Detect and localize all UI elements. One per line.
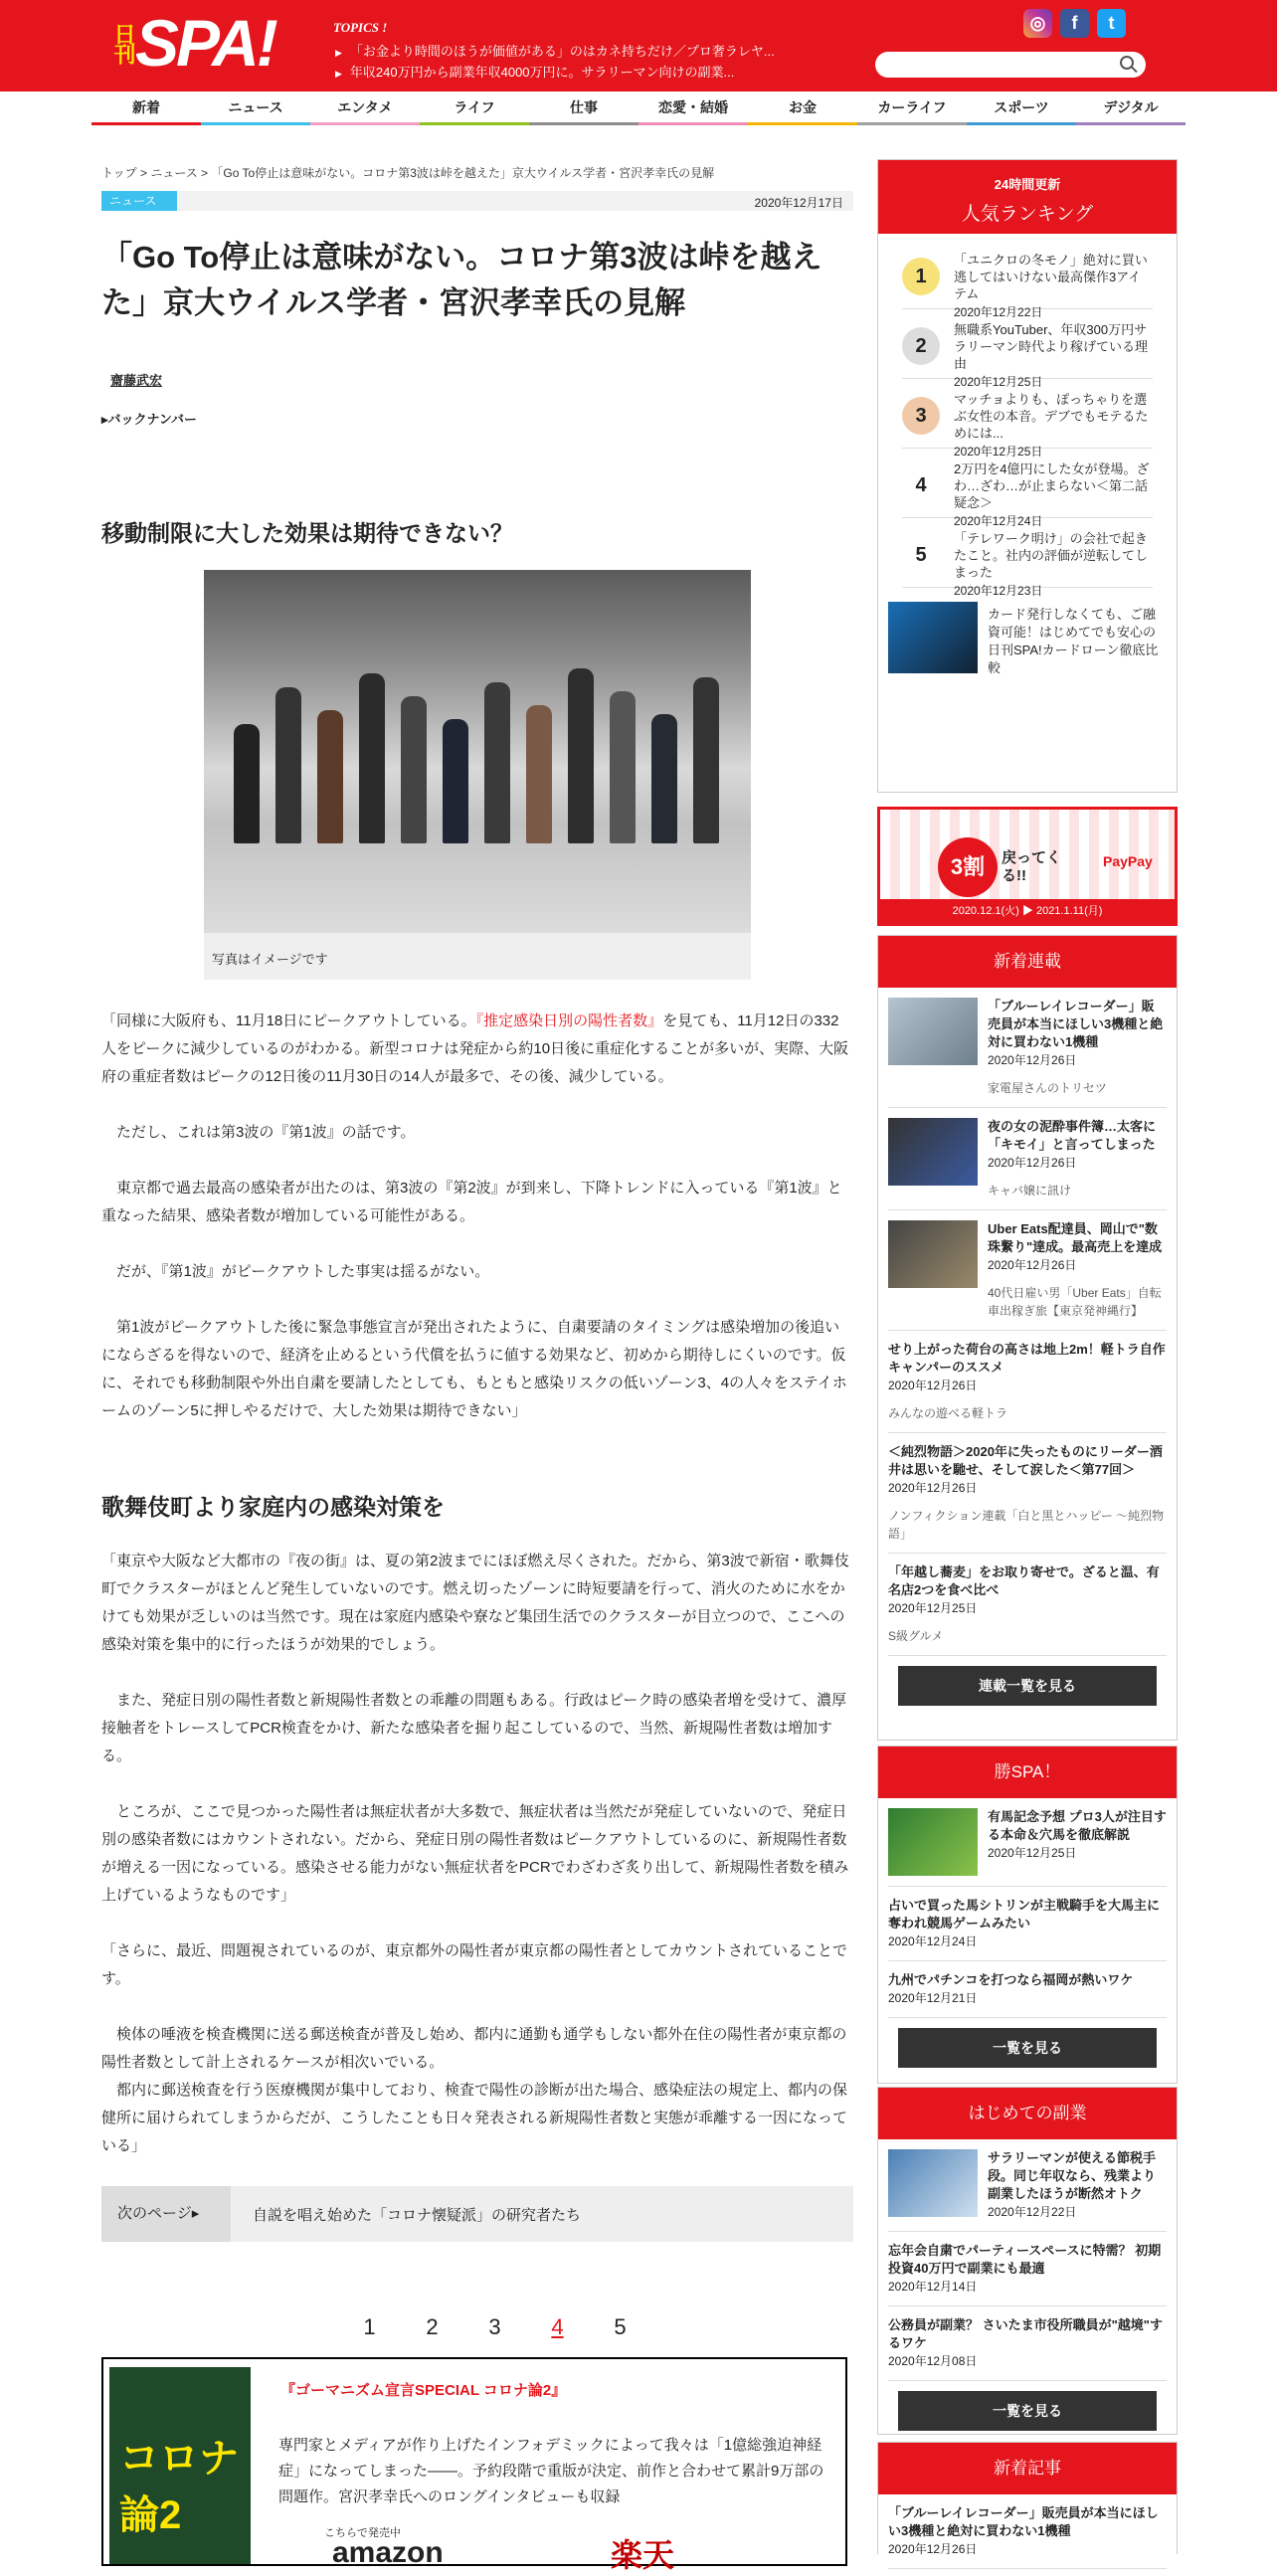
article-thumbnail (888, 1220, 978, 1288)
article-title: 有馬記念予想 プロ3人が注目する本命＆穴馬を徹底解説 (988, 1809, 1167, 1842)
site-header (0, 0, 1277, 92)
ranking-title: 人気ランキング (961, 204, 1094, 225)
nav-item[interactable]: ライフ (420, 92, 529, 123)
article-date: 2020年12月26日 (888, 1481, 978, 1495)
section-heading: 歌舞伎町より家庭内の感染対策を (101, 1494, 445, 1520)
article-title: サラリーマンが使える節税手段。同じ年収なら、残業より副業したほうが断然オトク (988, 2150, 1157, 2201)
nav-item[interactable]: 恋愛・結婚 (638, 92, 748, 123)
ranking-title: 2万円を4億円にした女が登場。ざわ…ざわ…が止まらない＜第二話疑念＞ 2020年12月24日 (954, 460, 1153, 530)
article-date: 2020年12月26日 (988, 1156, 1077, 1170)
ranking-item[interactable] (902, 518, 1153, 598)
photo-image (204, 570, 751, 933)
site-logo[interactable] (109, 6, 275, 80)
photo-figure (275, 687, 301, 843)
instagram-icon[interactable]: ◎ (1023, 9, 1052, 38)
article-text (988, 1808, 1167, 1876)
series-name[interactable]: 家電屋さんのトリセツ (988, 1081, 1107, 1095)
paragraph: 東京都で過去最高の感染者が出たのは、第3波の『第2波』が到来し、下降トレンドに入っている『第1波』と重なった結果、感染者数が増加している可能性がある。 (101, 1180, 842, 1224)
article-text (988, 1118, 1167, 1199)
topic-link[interactable]: ▶ 「お金より時間のほうが価値がある」のはカネ持ちだけ／プロ奢ラレヤ... (333, 42, 775, 63)
paypay-ad[interactable] (877, 807, 1178, 926)
article-date: 2020年12月26日 (988, 1258, 1077, 1272)
nav-item[interactable]: お金 (748, 92, 857, 123)
author-link[interactable]: 齋藤武宏 (110, 373, 163, 388)
backnumber-link[interactable]: ▸バックナンバー (101, 412, 197, 427)
paragraph: ただし、これは第3波の『第1波』の話です。 (101, 1124, 416, 1141)
photo-figure (401, 696, 427, 843)
photo-figure (317, 710, 343, 843)
nav-item[interactable]: スポーツ (967, 92, 1076, 123)
article-title: Uber Eats配達員、岡山で"数珠繋り"達成。最高売上を達成 (988, 1221, 1163, 1254)
page-link[interactable]: 2 (426, 2314, 439, 2339)
photo-figure (484, 682, 510, 843)
katsu-title: 勝SPA！ (878, 1747, 1177, 1798)
photo-figure (234, 724, 260, 843)
fukugyo-title: はじめての副業 (878, 2088, 1177, 2139)
photo-figure (568, 668, 594, 843)
paragraph: 「さらに、最近、問題視されているのが、東京都外の陽性者が東京都の陽性者としてカウントされていることです。 (101, 1942, 848, 1987)
search-input[interactable] (875, 52, 1146, 78)
ad-text: 戻ってくる!! (1002, 849, 1062, 884)
category-badge[interactable]: ニュース (101, 191, 177, 211)
social-links (1023, 9, 1126, 38)
ranking-title: 「ユニクロの冬モノ」絶対に買い逃してはいけない最高傑作3アイテム 2020年12月22日 (954, 252, 1153, 321)
ranking-title: 無職系YouTuber、年収300万円サラリーマン時代より稼げている理由 2020年12月25日 (954, 321, 1153, 391)
paragraph: 都内に郵送検査を行う医療機関が集中しており、検査で陽性の診断が出た場合、感染症法の規定上、都内の保健所に届けられてしまうからだが、こうしたことも日々発表される新規陽性者数と実態が乖離する一因になっている」 (101, 2082, 848, 2154)
sidebar-article[interactable] (888, 2139, 1167, 2232)
pagination (338, 2314, 651, 2340)
article-title: 「ブルーレイレコーダー」販売員が本当にほしい3機種と絶対に買わない1機種 (988, 999, 1164, 1049)
sidebar-article[interactable] (888, 2306, 1167, 2381)
paragraph: だが、『第1波』がピークアウトした事実は揺るがない。 (101, 1263, 490, 1280)
article-date: 2020年12月17日 (754, 196, 843, 210)
serial-panel (877, 935, 1178, 1741)
series-name[interactable]: ノンフィクション連載「白と黒とハッピー ～純烈物語」 (888, 1509, 1165, 1541)
ranking-sub: 24時間更新 (994, 177, 1061, 192)
article-thumbnail (888, 1118, 978, 1186)
ranking-date: 2020年12月25日 (954, 445, 1043, 459)
katsu-list-button[interactable]: 一覧を見る (898, 2028, 1157, 2068)
sales-label: こちらで発売中 (324, 2527, 401, 2539)
article-date: 2020年12月25日 (888, 1601, 978, 1615)
article-text (988, 2149, 1167, 2221)
ad-dates: 2020.12.1(火) ▶ 2021.1.11(月) (880, 899, 1175, 923)
book-title[interactable]: 『ゴーマニズム宣言SPECIAL コロナ論2』 (280, 2382, 567, 2399)
ranking-panel (877, 159, 1178, 793)
article-title: 夜の女の泥酔事件簿…太客に「キモイ」と言ってしまった (988, 1119, 1157, 1152)
section-heading: 移動制限に大した効果は期待できない？ (101, 520, 513, 546)
photo-figure (651, 714, 677, 843)
search-icon[interactable] (1120, 56, 1134, 70)
next-page-box[interactable] (101, 2186, 853, 2242)
ranking-item[interactable] (902, 240, 1153, 319)
article-text (888, 1564, 1167, 1645)
paragraph: 「同様に大阪府も、11月18日にピークアウトしている。『推定感染日別の陽性者数』を見ても、11月12日の332人をピークに減少しているのがわかる。新型コロナは発症から約10日後に重症化することが多いが、実際、大阪府の重症者数はピークの12日後の11月30日の14人が最多で、その後、減少している。 (101, 1012, 849, 1085)
series-name[interactable]: S級グルメ (888, 1629, 944, 1643)
ranking-date: 2020年12月24日 (954, 514, 1043, 528)
logo-spa: SPA! (135, 6, 275, 80)
topics-label: TOPICS ! (333, 20, 388, 35)
ranking-item[interactable] (902, 309, 1153, 389)
ranking-date: 2020年12月23日 (954, 584, 1043, 598)
rank-number: 1 (902, 258, 940, 295)
series-name[interactable]: 40代日雇い男「Uber Eats」自転車出稼ぎ旅【東京発神縄行】 (988, 1286, 1162, 1318)
sidebar-article[interactable] (888, 1798, 1167, 1887)
facebook-icon[interactable]: f (1060, 9, 1089, 38)
article-date: 2020年12月26日 (888, 2542, 978, 2556)
book-cover[interactable] (109, 2367, 251, 2564)
article-date: 2020年12月14日 (888, 2280, 978, 2294)
article-date: 2020年12月26日 (888, 1379, 978, 1392)
ranking-item[interactable] (902, 379, 1153, 459)
sidebar-article[interactable] (888, 1887, 1167, 1961)
article-date: 2020年12月26日 (988, 1053, 1077, 1067)
ranking-header (878, 160, 1177, 234)
ranking-item[interactable] (902, 449, 1153, 528)
article-title: 「Go To停止は意味がない。コロナ第3波は峠を越えた」京大ウイルス学者・宮沢孝幸氏の見解 (101, 240, 822, 320)
article-title: ＜純烈物語＞2020年に失ったものにリーダー酒井は思いを馳せ、そして涙した＜第77回＞ (888, 1444, 1163, 1477)
book-description: 専門家とメディアが作り上げたインフォデミックによって我々は「1億総強迫神経症」になってしまった――。予約段階で重版が決定、前作と合わせて累計9万部の問題作。宮沢孝幸氏へのロングインタビューも収録 (278, 2437, 824, 2505)
article-thumbnail (888, 998, 978, 1065)
nav-item[interactable]: デジタル (1076, 92, 1186, 123)
category-nav (91, 92, 1186, 125)
photo-figure (526, 705, 552, 843)
rank-number: 4 (902, 466, 940, 504)
ranking-date: 2020年12月25日 (954, 375, 1043, 389)
article-title: 忘年会自粛でパーティースペースに特需？ 初期投資40万円で副業にも最適 (888, 2243, 1162, 2276)
article-title: 公務員が副業？ さいたま市役所職員が"越境"するワケ (888, 2317, 1163, 2350)
paragraph: 「東京や大阪など大都市の『夜の街』は、夏の第2波までにほぼ燃え尽くされた。だから、第3波で新宿・歌舞伎町でクラスターがほとんど発生していないのです。燃え切ったゾーンに時短要請を行って、消火のために水をかけても効果が乏しいのは当然です。現在は家庭内感染や寮など集団生活でのクラスターが目立つので、ここへの感染対策を集中的に行ったほうが効果的でしょう。 (101, 1553, 849, 1653)
article-text (888, 2504, 1167, 2558)
rank-number: 5 (902, 536, 940, 574)
sidebar-article[interactable] (888, 2232, 1167, 2306)
serial-title: 新着連載 (878, 936, 1177, 988)
next-page-title: 自説を唱え始めた「コロナ懐疑派」の研究者たち (253, 2207, 582, 2224)
article-text (988, 998, 1167, 1097)
nav-item[interactable]: カーライフ (857, 92, 967, 123)
article-text (888, 1341, 1167, 1422)
breadcrumb[interactable]: トップ > ニュース > 「Go To停止は意味がない。コロナ第3波は峠を越えた」京大ウイルス学者・宮沢孝幸氏の見解 (101, 166, 715, 180)
article-date: 2020年12月22日 (988, 2205, 1077, 2219)
nav-item[interactable]: エンタメ (310, 92, 420, 123)
photo-figure (443, 719, 468, 843)
article-date: 2020年12月24日 (888, 1934, 978, 1948)
katsu-panel (877, 1746, 1178, 2084)
topic-link[interactable]: ▶ 年収240万円から副業年収4000万円に。サラリーマン向けの副業... (333, 63, 775, 84)
article-date: 2020年12月25日 (988, 1846, 1077, 1860)
fukugyo-panel (877, 2087, 1178, 2435)
paragraph: 検体の唾液を検査機関に送る郵送検査が普及し始め、都内に通勤も通学もしない都外在住の陽性者が東京都の陽性者数として計上されるケースが相次いでいる。 (101, 2026, 847, 2071)
pr-text: カード発行しなくても、ご融資可能！はじめてでも安心の日刊SPA!カードローン徹底比較 (988, 607, 1159, 675)
photo-figure (610, 691, 636, 843)
page-link[interactable]: 3 (488, 2314, 501, 2339)
article-text (888, 1971, 1133, 2007)
sidebar-article[interactable] (888, 1961, 1167, 2018)
photo-figure (359, 673, 385, 843)
sidebar-article[interactable] (888, 988, 1167, 1108)
article-text (988, 1220, 1167, 1320)
photo-figure (693, 677, 719, 843)
ranking-date: 2020年12月22日 (954, 305, 1043, 319)
next-page-label: 次のページ▸ (101, 2186, 231, 2242)
paragraph: 第1波がピークアウトした後に緊急事態宣言が発出されたように、自粛要請のタイミングは感染増加の後追いにならざるを得ないので、経済を止めるという代償を払うに値する効果など、初めから期待しにくいのです。仮に、それでも移動制限や外出自粛を要請したとしても、もともと感染リスクの低いゾーン3、4の人々をステイホームのゾーン5に押しやるだけで、大した効果は期待できない」 (101, 1319, 847, 1419)
article-thumbnail (888, 1808, 978, 1876)
article-date: 2020年12月21日 (888, 1991, 978, 2005)
category-bar (101, 191, 853, 211)
rank-number: 3 (902, 397, 940, 435)
rakuten-link[interactable]: 楽天 (611, 2537, 675, 2573)
paragraph: ところが、ここで見つかった陽性者は無症状者が大多数で、無症状者は当然だが発症していないので、発症日別の感染者数にはカウントされない。だから、発症日別の陽性者数はピークアウトしているのに、新規陽性者数が増える一因になっている。感染させる能力がない無症状者をPCRでわざわざ炙り出して、新規陽性者数を積み上げているようなものです」 (101, 1803, 849, 1904)
article-text (888, 1897, 1167, 1950)
article (101, 164, 853, 2242)
logo-nikkan: 日刊 (111, 23, 136, 63)
sidebar-article[interactable] (888, 1210, 1167, 1331)
sidebar-article[interactable] (888, 1554, 1167, 1656)
page-link[interactable]: 1 (363, 2314, 376, 2339)
series-name[interactable]: みんなの遊べる軽トラ (888, 1406, 1008, 1420)
article-title: せり上がった荷台の高さは地上2m！軽トラ自作キャンパーのススメ (888, 1342, 1166, 1375)
article-date: 2020年12月08日 (888, 2354, 978, 2368)
series-name[interactable]: キャバ嬢に訊け (988, 1184, 1072, 1197)
sidebar-article[interactable] (888, 1108, 1167, 1210)
article-title: 「ブルーレイレコーダー」販売員が本当にほしい3機種と絶対に買わない1機種 (888, 2505, 1159, 2538)
new-articles-panel (877, 2442, 1178, 2554)
sidebar-article[interactable] (888, 1433, 1167, 1554)
nav-item[interactable]: ニュース (201, 92, 310, 123)
inline-link[interactable]: 『推定感染日別の陽性者数』 (475, 1012, 663, 1029)
article-text (888, 1443, 1167, 1543)
ranking-title: 「テレワーク明け」の会社で起きたこと。社内の評価が逆転してしまった 2020年12月23日 (954, 530, 1153, 600)
article-thumbnail (888, 2149, 978, 2217)
sidebar-article[interactable] (888, 1331, 1167, 1433)
rank-number: 2 (902, 327, 940, 365)
card-image (888, 602, 978, 673)
nav-item[interactable]: 仕事 (529, 92, 638, 123)
book-cover-title: コロナ論2 (119, 2437, 239, 2537)
ad-big: 3割 (938, 837, 998, 897)
topics (333, 20, 775, 84)
paragraph: また、発症日別の陽性者数と新規陽性者数との乖離の問題もある。行政はピーク時の感染者増を受けて、濃厚接触者をトレースしてPCR検査をかけ、新たな感染者を掘り起こしているので、当然、新規陽性者数は増加する。 (101, 1692, 847, 1764)
ad-brand: PayPay (1103, 853, 1153, 869)
book-promo (101, 2357, 847, 2573)
photo-caption: 写真はイメージです (212, 952, 328, 967)
amazon-link[interactable]: amazon (332, 2536, 444, 2569)
article-photo (204, 570, 751, 980)
sidebar-article[interactable] (888, 2494, 1167, 2569)
twitter-icon[interactable]: t (1097, 9, 1126, 38)
article-title: 九州でパチンコを打つなら福岡が熱いワケ (888, 1972, 1134, 1987)
ranking-title: マッチョよりも、ぽっちゃりを選ぶ女性の本音。デブでもモテるためには... 2020年12月25日 (954, 391, 1153, 460)
fukugyo-list-button[interactable]: 一覧を見る (898, 2391, 1157, 2431)
pr-item[interactable] (878, 588, 1177, 691)
article-text (888, 2242, 1167, 2296)
serial-list-button[interactable]: 連載一覧を見る (898, 1666, 1157, 1706)
new-articles-title: 新着記事 (878, 2443, 1177, 2494)
article-text (888, 2316, 1167, 2370)
page-link[interactable]: 4 (551, 2314, 564, 2339)
article-title: 「年越し蕎麦」をお取り寄せで。ざると温、有名店2つを食べ比べ (888, 1564, 1160, 1597)
article-title: 占いで買った馬シトリンが主戦騎手を大馬主に奪われ競馬ゲームみたい (888, 1898, 1161, 1931)
page-link[interactable]: 5 (614, 2314, 627, 2339)
nav-item[interactable]: 新着 (91, 92, 201, 123)
